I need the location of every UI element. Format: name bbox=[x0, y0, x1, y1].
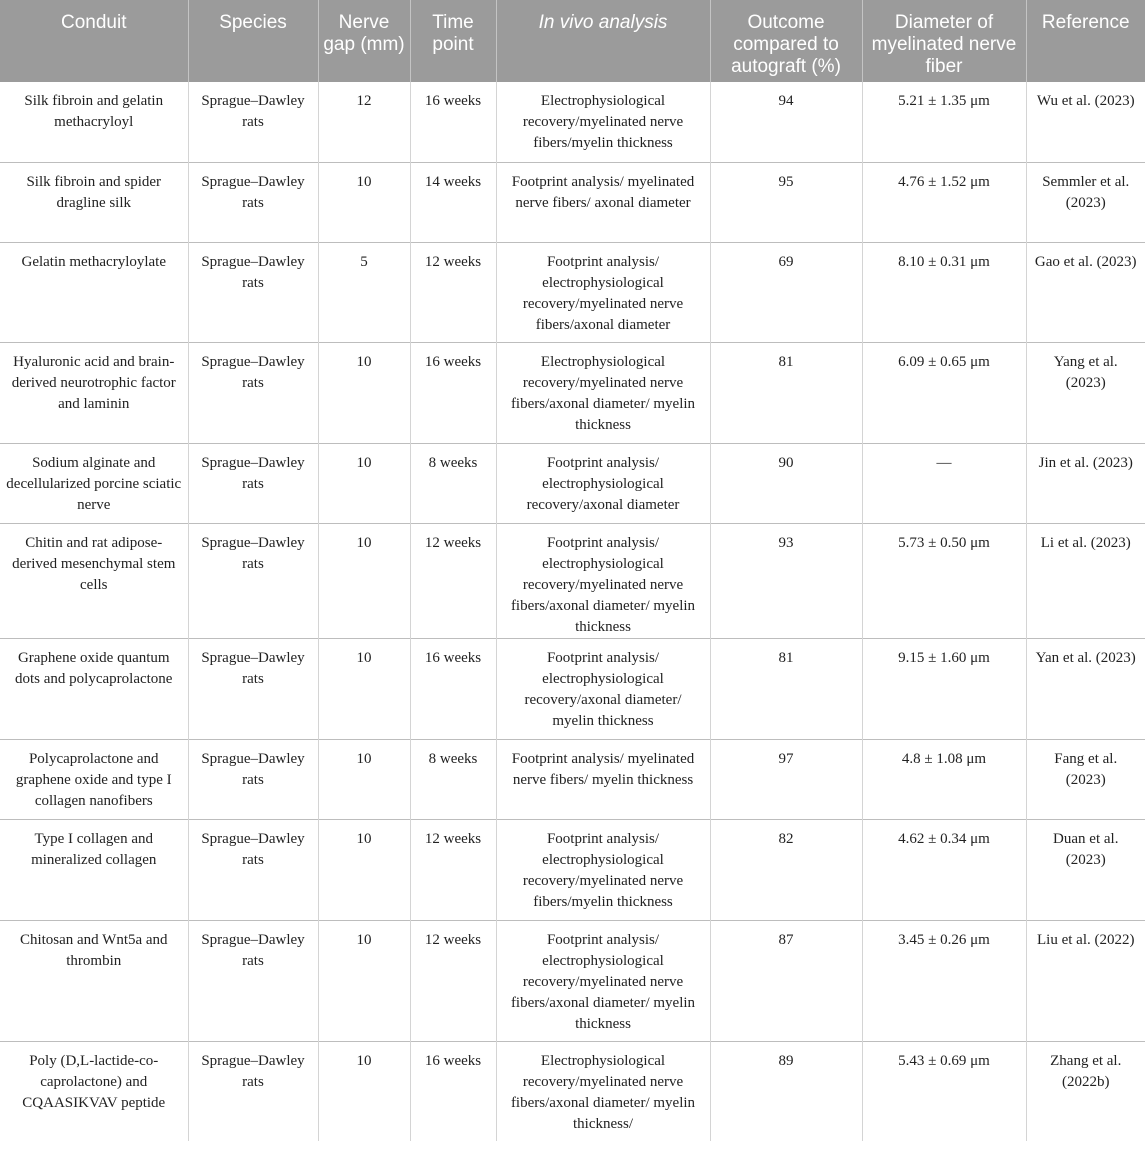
header-row bbox=[0, 0, 1145, 82]
table-row bbox=[0, 819, 1145, 920]
header-in-vivo-analysis bbox=[496, 0, 710, 82]
cell-in-vivo-analysis: Electrophysiological recovery/myelinated nerve fibers/axonal diameter/ myelin thickness/ bbox=[496, 1041, 710, 1141]
cell-diameter: 8.10 ± 0.31 μm bbox=[862, 242, 1026, 342]
cell-outcome: 81 bbox=[710, 342, 862, 443]
cell-diameter: 6.09 ± 0.65 μm bbox=[862, 342, 1026, 443]
cell-species: Sprague–Dawley rats bbox=[188, 162, 318, 242]
cell-reference: Fang et al. (2023) bbox=[1026, 739, 1145, 819]
cell-species: Sprague–Dawley rats bbox=[188, 242, 318, 342]
cell-diameter: 5.21 ± 1.35 μm bbox=[862, 82, 1026, 162]
cell-diameter: 5.73 ± 0.50 μm bbox=[862, 523, 1026, 638]
cell-in-vivo-analysis: Electrophysiological recovery/myelinated nerve fibers/axonal diameter/ myelin thickness bbox=[496, 342, 710, 443]
cell-reference: Yan et al. (2023) bbox=[1026, 638, 1145, 739]
cell-reference: Duan et al. (2023) bbox=[1026, 819, 1145, 920]
cell-species: Sprague–Dawley rats bbox=[188, 443, 318, 523]
cell-conduit: Type I collagen and mineralized collagen bbox=[0, 819, 188, 920]
cell-outcome: 95 bbox=[710, 162, 862, 242]
cell-reference: Gao et al. (2023) bbox=[1026, 242, 1145, 342]
table-row bbox=[0, 1041, 1145, 1141]
cell-nerve-gap: 10 bbox=[318, 920, 410, 1041]
table-row bbox=[0, 342, 1145, 443]
cell-diameter: 4.8 ± 1.08 μm bbox=[862, 739, 1026, 819]
header-outcome: Outcome compared to autograft (%) bbox=[710, 0, 862, 82]
cell-conduit: Chitin and rat adipose-derived mesenchymal stem cells bbox=[0, 523, 188, 638]
cell-time-point: 12 weeks bbox=[410, 819, 496, 920]
cell-in-vivo-analysis: Footprint analysis/ electrophysiological recovery/axonal diameter/ myelin thickness bbox=[496, 638, 710, 739]
cell-nerve-gap: 10 bbox=[318, 819, 410, 920]
cell-conduit: Silk fibroin and spider dragline silk bbox=[0, 162, 188, 242]
header-nerve-gap: Nerve gap (mm) bbox=[318, 0, 410, 82]
header-in-vivo-label: In vivo analysis bbox=[538, 12, 668, 33]
cell-outcome: 82 bbox=[710, 819, 862, 920]
cell-reference: Semmler et al. (2023) bbox=[1026, 162, 1145, 242]
cell-in-vivo-analysis: Footprint analysis/ electrophysiological recovery/axonal diameter bbox=[496, 443, 710, 523]
cell-species: Sprague–Dawley rats bbox=[188, 638, 318, 739]
cell-time-point: 16 weeks bbox=[410, 1041, 496, 1141]
cell-species: Sprague–Dawley rats bbox=[188, 342, 318, 443]
cell-in-vivo-analysis: Footprint analysis/ electrophysiological recovery/myelinated nerve fibers/axonal diameter bbox=[496, 242, 710, 342]
cell-diameter: 4.76 ± 1.52 μm bbox=[862, 162, 1026, 242]
cell-in-vivo-analysis: Footprint analysis/ electrophysiological recovery/myelinated nerve fibers/myelin thickness bbox=[496, 819, 710, 920]
cell-time-point: 16 weeks bbox=[410, 638, 496, 739]
cell-species: Sprague–Dawley rats bbox=[188, 523, 318, 638]
cell-outcome: 81 bbox=[710, 638, 862, 739]
header-conduit: Conduit bbox=[0, 0, 188, 82]
cell-conduit: Graphene oxide quantum dots and polycaprolactone bbox=[0, 638, 188, 739]
table-row bbox=[0, 739, 1145, 819]
cell-nerve-gap: 10 bbox=[318, 342, 410, 443]
header-species: Species bbox=[188, 0, 318, 82]
table-row bbox=[0, 443, 1145, 523]
cell-diameter: 9.15 ± 1.60 μm bbox=[862, 638, 1026, 739]
cell-outcome: 94 bbox=[710, 82, 862, 162]
table-body bbox=[0, 82, 1145, 1141]
table-row bbox=[0, 638, 1145, 739]
cell-species: Sprague–Dawley rats bbox=[188, 739, 318, 819]
cell-time-point: 12 weeks bbox=[410, 242, 496, 342]
cell-nerve-gap: 10 bbox=[318, 638, 410, 739]
table-row bbox=[0, 920, 1145, 1041]
cell-conduit: Poly (D,L-lactide-co-caprolactone) and CQAASIKVAV peptide bbox=[0, 1041, 188, 1141]
cell-species: Sprague–Dawley rats bbox=[188, 82, 318, 162]
cell-time-point: 16 weeks bbox=[410, 82, 496, 162]
cell-outcome: 93 bbox=[710, 523, 862, 638]
cell-time-point: 16 weeks bbox=[410, 342, 496, 443]
cell-in-vivo-analysis: Footprint analysis/ electrophysiological recovery/myelinated nerve fibers/axonal diameter/ myelin thickness bbox=[496, 523, 710, 638]
cell-reference: Wu et al. (2023) bbox=[1026, 82, 1145, 162]
cell-reference: Zhang et al. (2022b) bbox=[1026, 1041, 1145, 1141]
cell-in-vivo-analysis: Footprint analysis/ myelinated nerve fibers/ myelin thickness bbox=[496, 739, 710, 819]
cell-conduit: Polycaprolactone and graphene oxide and type I collagen nanofibers bbox=[0, 739, 188, 819]
cell-reference: Liu et al. (2022) bbox=[1026, 920, 1145, 1041]
cell-conduit: Sodium alginate and decellularized porcine sciatic nerve bbox=[0, 443, 188, 523]
table-row bbox=[0, 162, 1145, 242]
cell-conduit: Gelatin methacryloylate bbox=[0, 242, 188, 342]
cell-time-point: 12 weeks bbox=[410, 523, 496, 638]
cell-conduit: Hyaluronic acid and brain-derived neurotrophic factor and laminin bbox=[0, 342, 188, 443]
cell-outcome: 87 bbox=[710, 920, 862, 1041]
cell-nerve-gap: 10 bbox=[318, 1041, 410, 1141]
cell-species: Sprague–Dawley rats bbox=[188, 1041, 318, 1141]
cell-outcome: 97 bbox=[710, 739, 862, 819]
cell-time-point: 12 weeks bbox=[410, 920, 496, 1041]
header-diameter: Diameter of myelinated nerve fiber bbox=[862, 0, 1026, 82]
cell-species: Sprague–Dawley rats bbox=[188, 819, 318, 920]
cell-nerve-gap: 12 bbox=[318, 82, 410, 162]
table-row bbox=[0, 82, 1145, 162]
table-row bbox=[0, 242, 1145, 342]
header-reference: Reference bbox=[1026, 0, 1145, 82]
table-row bbox=[0, 523, 1145, 638]
cell-nerve-gap: 10 bbox=[318, 443, 410, 523]
cell-reference: Jin et al. (2023) bbox=[1026, 443, 1145, 523]
header-time-point: Time point bbox=[410, 0, 496, 82]
cell-in-vivo-analysis: Electrophysiological recovery/myelinated nerve fibers/myelin thickness bbox=[496, 82, 710, 162]
cell-time-point: 8 weeks bbox=[410, 739, 496, 819]
cell-outcome: 89 bbox=[710, 1041, 862, 1141]
cell-species: Sprague–Dawley rats bbox=[188, 920, 318, 1041]
cell-in-vivo-analysis: Footprint analysis/ electrophysiological recovery/myelinated nerve fibers/axonal diameter/ myelin thickness bbox=[496, 920, 710, 1041]
cell-diameter: 4.62 ± 0.34 μm bbox=[862, 819, 1026, 920]
cell-nerve-gap: 5 bbox=[318, 242, 410, 342]
cell-nerve-gap: 10 bbox=[318, 162, 410, 242]
cell-conduit: Silk fibroin and gelatin methacryloyl bbox=[24, 93, 164, 130]
cell-nerve-gap: 10 bbox=[318, 739, 410, 819]
cell-nerve-gap: 10 bbox=[318, 523, 410, 638]
cell-outcome: 90 bbox=[710, 443, 862, 523]
cell-conduit: Chitosan and Wnt5a and thrombin bbox=[0, 920, 188, 1041]
cell-reference: Li et al. (2023) bbox=[1026, 523, 1145, 638]
cell-diameter: — bbox=[862, 443, 1026, 523]
cell-time-point: 8 weeks bbox=[410, 443, 496, 523]
cell-reference: Yang et al. (2023) bbox=[1026, 342, 1145, 443]
cell-time-point: 14 weeks bbox=[410, 162, 496, 242]
cell-in-vivo-analysis: Footprint analysis/ myelinated nerve fibers/ axonal diameter bbox=[496, 162, 710, 242]
cell-outcome: 69 bbox=[710, 242, 862, 342]
cell-diameter: 5.43 ± 0.69 μm bbox=[862, 1041, 1026, 1141]
cell-diameter: 3.45 ± 0.26 μm bbox=[862, 920, 1026, 1041]
